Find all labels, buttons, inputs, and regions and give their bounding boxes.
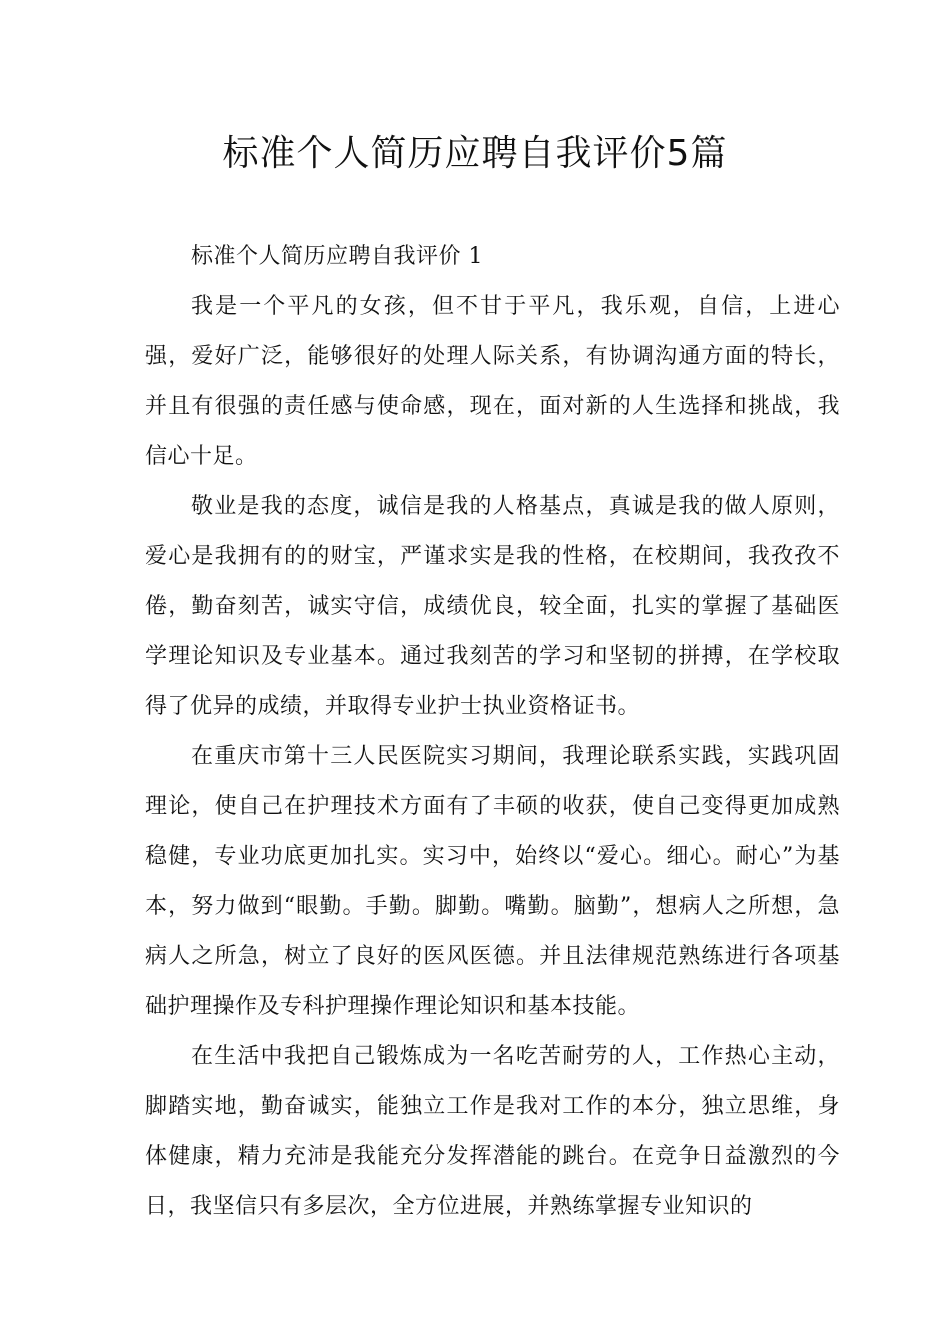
body-paragraph: 敬业是我的态度，诚信是我的人格基点，真诚是我的做人原则，爱心是我拥有的的财宝，严谨求实是我的性格，在校期间，我孜孜不倦，勤奋刻苦，诚实守信，成绩优良，较全面，扎实的掌握了基础医学理论知识及专业基本。通过我刻苦的学习和坚韧的拼搏，在学校取得了优异的成绩，并取得专业护士执业资格证书。 <box>145 494 840 719</box>
body-paragraph: 在生活中我把自己锻炼成为一名吃苦耐劳的人，工作热心主动，脚踏实地，勤奋诚实，能独立工作是我对工作的本分，独立思维，身体健康，精力充沛是我能充分发挥潜能的跳台。在竞争日益激烈的今日，我坚信只有多层次，全方位进展，并熟练掌握专业知识的 <box>145 1044 840 1219</box>
document-body <box>145 232 840 1232</box>
body-paragraph: 在重庆市第十三人民医院实习期间，我理论联系实践，实践巩固理论，使自己在护理技术方面有了丰硕的收获，使自己变得更加成熟稳健，专业功底更加扎实。实习中，始终以“爱心。细心。耐心”为基本，努力做到“眼勤。手勤。脚勤。嘴勤。脑勤”，想病人之所想，急病人之所急，树立了良好的医风医德。并且法律规范熟练进行各项基础护理操作及专科护理操作理论知识和基本技能。 <box>145 744 840 1019</box>
section-heading: 标准个人简历应聘自我评价 1 <box>191 244 483 269</box>
body-paragraph: 我是一个平凡的女孩，但不甘于平凡，我乐观，自信，上进心强，爱好广泛，能够很好的处理人际关系，有协调沟通方面的特长，并且有很强的责任感与使命感，现在，面对新的人生选择和挑战，我信心十足。 <box>145 294 840 469</box>
document-title: 标准个人简历应聘自我评价5篇 <box>222 133 728 174</box>
